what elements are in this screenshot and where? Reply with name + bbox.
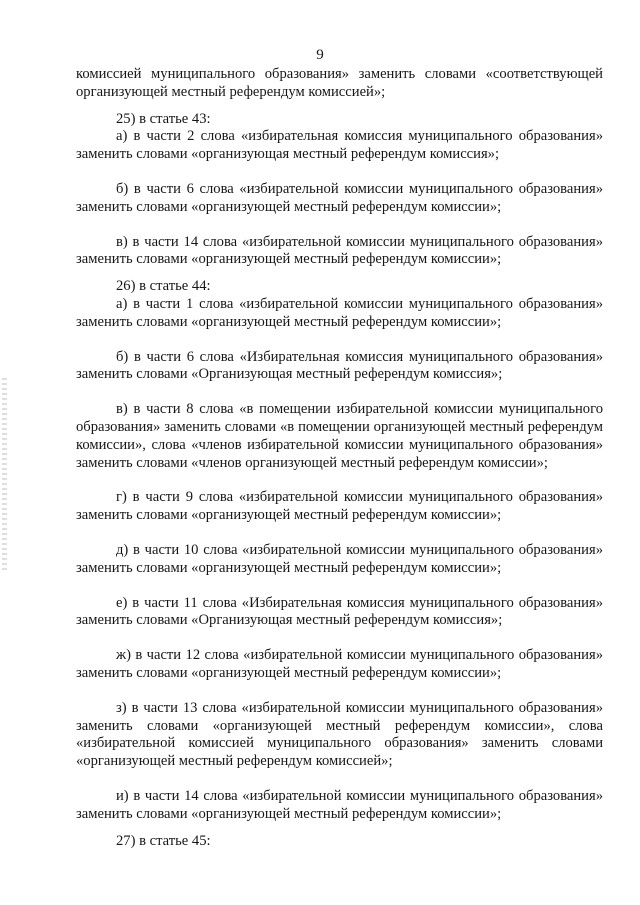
paragraph: комиссией муниципального образования» заменить словами «соответствующей организующей местный референдум комиссией»; xyxy=(76,66,603,100)
paragraph: б) в части 6 слова «Избирательная комиссия муниципального образования» заменить словами «Организующая местный референдум комиссия»; xyxy=(76,348,603,383)
paragraph: а) в части 2 слова «избирательная комиссия муниципального образования» заменить словами «организующая местный референдум комиссия»; xyxy=(76,128,603,163)
paragraph: ж) в части 12 слова «избирательной комиссии муниципального образования» заменить словами «организующей местный референдум комиссии»; xyxy=(76,647,603,681)
document-body xyxy=(76,66,603,850)
paragraph: б) в части 6 слова «избирательной комиссии муниципального образования» заменить словами «организующей местный референдум комиссии»; xyxy=(76,180,603,215)
paragraph: а) в части 1 слова «избирательной комиссии муниципального образования» заменить словами «организующей местный референдум комиссии»; xyxy=(76,295,603,330)
paragraph: 26) в статье 44: xyxy=(116,278,211,295)
paragraph: 25) в статье 43: xyxy=(116,110,211,127)
scan-artifact xyxy=(2,378,7,570)
paragraph: е) в части 11 слова «Избирательная комиссия муниципального образования» заменить словами «Организующая местный референдум комиссия»; xyxy=(76,594,603,629)
paragraph: в) в части 14 слова «избирательной комиссии муниципального образования» заменить словами «организующей местный референдум комиссии»; xyxy=(76,233,603,268)
paragraph: г) в части 9 слова «избирательной комиссии муниципального образования» заменить словами «организующей местный референдум комиссии»; xyxy=(76,489,603,524)
page-number: 9 xyxy=(316,47,324,63)
paragraph: д) в части 10 слова «избирательной комиссии муниципального образования» заменить словами «организующей местный референдум комиссии»; xyxy=(76,541,603,576)
paragraph: 27) в статье 45: xyxy=(116,832,211,849)
paragraph: и) в части 14 слова «избирательной комиссии муниципального образования» заменить словами «организующей местный референдум комиссии»; xyxy=(76,787,603,822)
paragraph: з) в части 13 слова «избирательной комиссии муниципального образования» заменить словами «организующей местный референдум комиссии», слова «избирательной комиссией муниципального образования» заменить словами «организующей местный референдум комиссией»; xyxy=(76,699,603,770)
paragraph: в) в части 8 слова «в помещении избирательной комиссии муниципального образования» заменить словами «в помещении организующей местный референдум комиссии», слова «членов избирательной комиссии муниципального образования» заменить словами «членов организующей местный референдум комиссии»; xyxy=(76,401,603,471)
